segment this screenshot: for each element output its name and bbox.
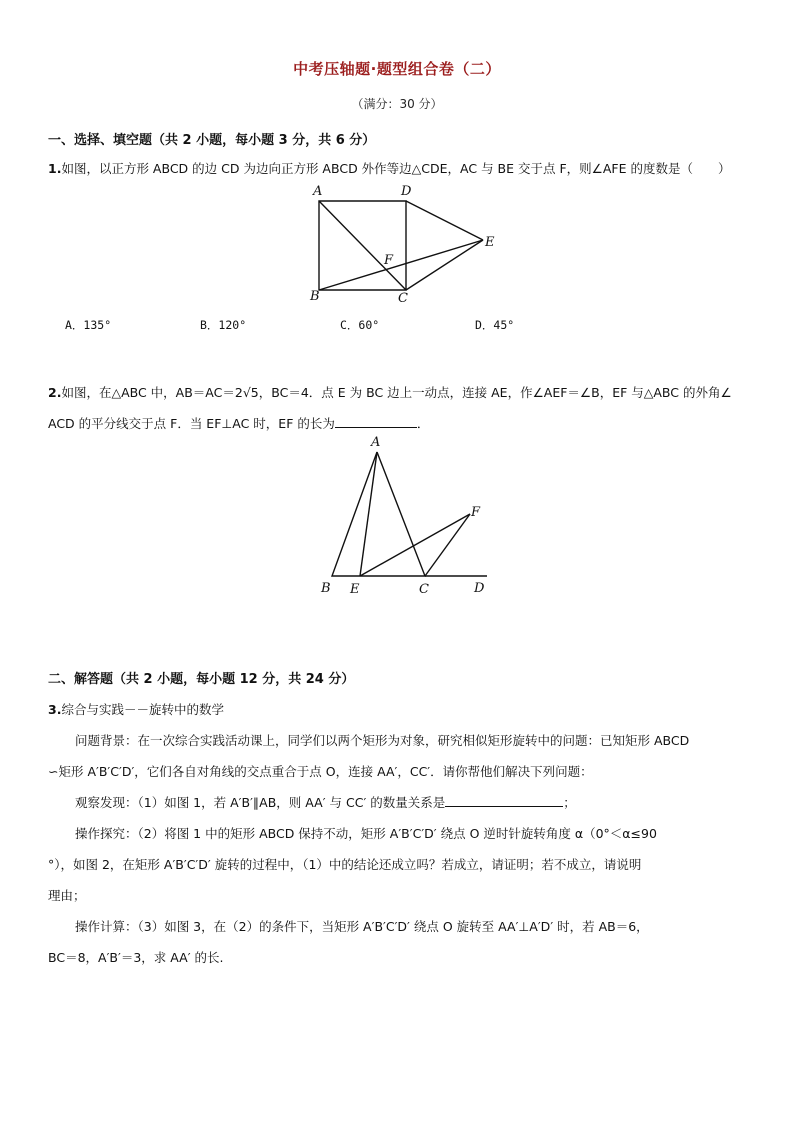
score-subtitle: （满分：30 分）: [351, 97, 443, 111]
question-2-number: 2.: [48, 385, 62, 400]
segment-cf: [425, 514, 470, 576]
segment-ae: [360, 452, 377, 576]
segment-ef: [360, 514, 470, 576]
label-c: C: [419, 582, 429, 597]
segment-be: [319, 240, 483, 290]
q3-part-1: 观察发现：（1）如图 1，若 A′B′∥AB，则 AA′ 与 CC′ 的数量关系是 ；: [48, 787, 748, 818]
segment-de: [406, 201, 483, 240]
page-title: 中考压轴题·题型组合卷（二）: [293, 60, 501, 78]
question-1-number: 1.: [48, 161, 62, 176]
label-b: B: [321, 581, 331, 596]
label-a: A: [371, 435, 381, 450]
q3-part-3-line-1: 操作计算：（3）如图 3，在（2）的条件下，当矩形 A′B′C′D′ 绕点 O 旋转至 AA′⊥A′D′ 时，若 AB＝6，: [75, 919, 649, 934]
label-a: A: [313, 184, 323, 199]
label-f: F: [471, 505, 481, 520]
answer-blank-q2[interactable]: [335, 413, 417, 428]
section-2-heading: 二、解答题（共 2 小题，每小题 12 分，共 24 分）: [48, 672, 355, 687]
question-2-figure: [315, 430, 500, 600]
segment-ce: [406, 240, 483, 290]
label-b: B: [310, 289, 320, 304]
label-f: F: [384, 253, 394, 268]
q3-part-2-line-2: °），如图 2，在矩形 A′B′C′D′ 旋转的过程中，（1）中的结论还成立吗？若成立，请证明；若不成立，请说明: [48, 857, 642, 872]
question-3-number: 3.: [48, 702, 62, 717]
q3-part-2-line-3: 理由；: [48, 888, 86, 903]
question-2-line-1: 2.如图，在△ABC 中，AB＝AC＝2√5，BC＝4．点 E 为 BC 边上一动点，连接 AE，作∠AEF＝∠B，EF 与△ABC 的外角∠: [48, 385, 732, 400]
label-e: E: [485, 235, 495, 250]
q3-background-line-2: ∽矩形 A′B′C′D′，它们各自对角线的交点重合于点 O，连接 AA′，CC′．请你帮他们解决下列问题：: [48, 764, 593, 779]
label-e: E: [350, 582, 360, 597]
question-2-line-2: ACD 的平分线交于点 F．当 EF⊥AC 时，EF 的长为 ．: [48, 408, 760, 439]
q3-part-2-line-1: 操作探究：（2）将图 1 中的矩形 ABCD 保持不动，矩形 A′B′C′D′ 绕点 O 逆时针旋转角度 α（0°＜α≤90: [75, 826, 657, 841]
section-1-heading: 一、选择、填空题（共 2 小题，每小题 3 分，共 6 分）: [48, 133, 376, 148]
option-a[interactable]: A．135°: [65, 318, 112, 332]
label-d: D: [474, 581, 485, 596]
label-d: D: [401, 184, 412, 199]
question-1-text: 如图，以正方形 ABCD 的边 CD 为边向正方形 ABCD 外作等边△CDE，AC 与 BE 交于点 F，则∠AFE 的度数是（ ）: [61, 161, 731, 176]
triangle-abc: [332, 452, 425, 576]
q3-background-line-1: 问题背景：在一次综合实践活动课上，同学们以两个矩形为对象，研究相似矩形旋转中的问题：已知矩形 ABCD: [75, 733, 690, 748]
option-c[interactable]: C．60°: [340, 318, 380, 332]
label-c: C: [398, 291, 408, 305]
option-b[interactable]: B．120°: [200, 318, 247, 332]
answer-blank-q3-1[interactable]: [445, 792, 563, 807]
option-d[interactable]: D．45°: [475, 318, 515, 332]
question-3-title: 3.综合与实践－－旋转中的数学: [48, 702, 224, 717]
q3-part-3-line-2: BC＝8，A′B′＝3，求 AA′ 的长.: [48, 950, 224, 965]
question-3-body: [48, 725, 748, 973]
question-1-figure: [300, 180, 510, 305]
question-1: [48, 159, 758, 179]
